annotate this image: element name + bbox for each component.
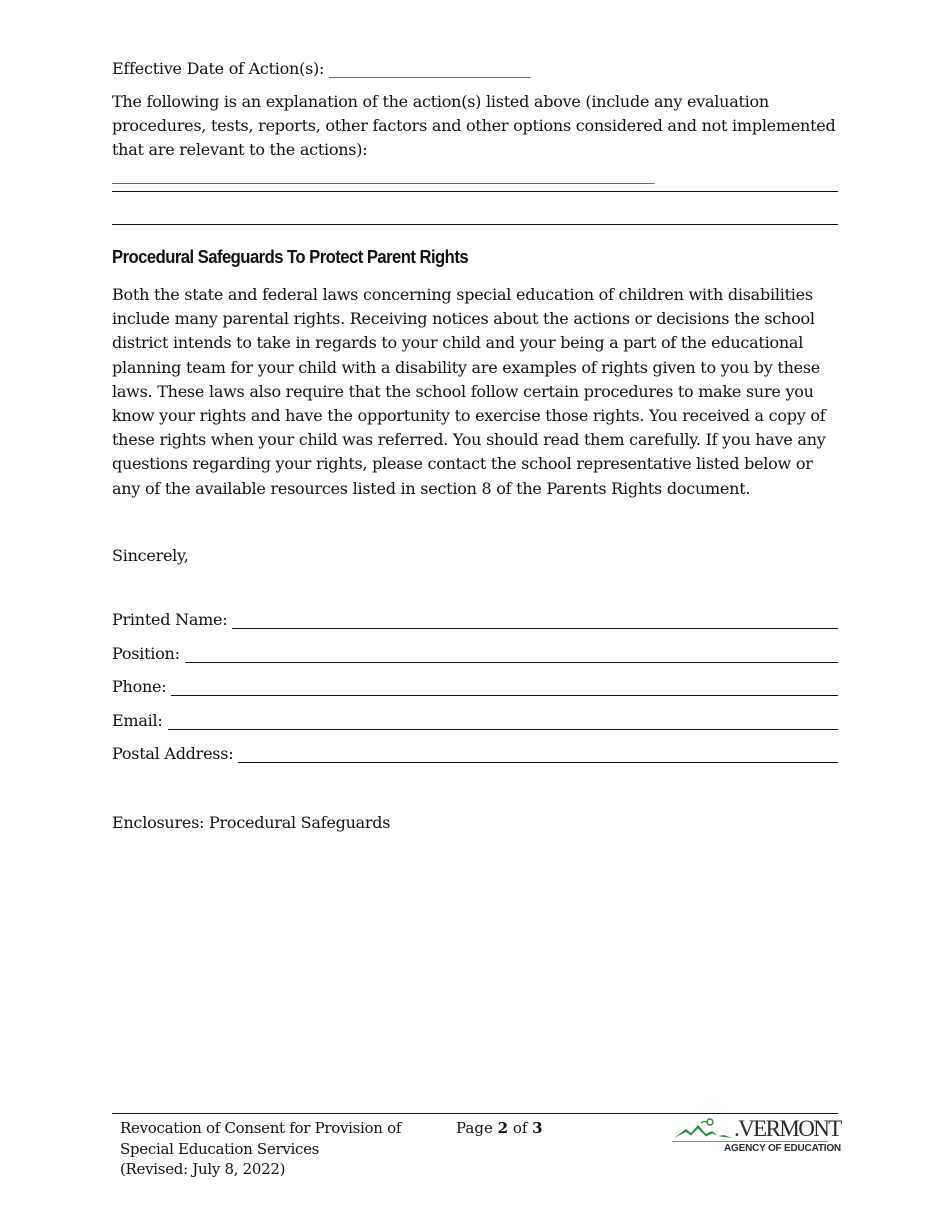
explanation-blank-line-2[interactable] <box>112 191 838 192</box>
page-prefix: Page <box>456 1119 498 1137</box>
printed-name-row <box>112 608 838 632</box>
position-row <box>112 642 838 666</box>
document-page <box>112 0 838 1230</box>
footer-title-line-2: Special Education Services <box>120 1139 320 1158</box>
mountain-icon <box>672 1114 734 1142</box>
position-label: Position: <box>112 643 180 663</box>
printed-name-field[interactable] <box>232 610 838 629</box>
position-field[interactable] <box>185 644 838 663</box>
footer-document-title <box>120 1118 420 1180</box>
page-total: 3 <box>532 1119 543 1137</box>
effective-date-field[interactable]: __________________________ <box>329 59 531 78</box>
phone-field[interactable] <box>171 677 838 696</box>
page-of: of <box>508 1119 533 1137</box>
effective-date-line <box>112 57 531 81</box>
logo-agency-text: AGENCY OF EDUCATION <box>724 1143 841 1154</box>
postal-address-row <box>112 742 838 766</box>
logo-divider <box>672 1141 828 1142</box>
phone-row <box>112 675 838 699</box>
vermont-aoe-logo <box>672 1114 841 1158</box>
logo-vermont-text: .VERMONT <box>734 1116 841 1141</box>
printed-name-label: Printed Name: <box>112 609 228 629</box>
explanation-paragraph <box>112 90 840 187</box>
section-heading: Procedural Safeguards To Protect Parent Rights <box>112 246 469 267</box>
phone-label: Phone: <box>112 676 167 696</box>
effective-date-label: Effective Date of Action(s): <box>112 59 330 78</box>
explanation-blank-line-3[interactable] <box>112 224 838 225</box>
safeguards-paragraph: Both the state and federal laws concerning special education of children with disabilities include many parental rights. Receiving notices about the actions or decisions the school district intends to take in regards to your child and your being a part of the educational planning team for your child with a disability are examples of rights given to you by these laws. These laws also require that the school follow certain procedures to make sure you know your rights and have the opportunity to exercise those rights. You received a copy of these rights when your child was referred. You should read them carefully. If you have any questions regarding your rights, please contact the school representative listed below or any of the available resources listed in section 8 of the Parents Rights document. <box>112 285 826 498</box>
email-field[interactable] <box>168 711 838 730</box>
page-current: 2 <box>497 1119 509 1137</box>
explanation-field[interactable]: ______________________________________________________________________ <box>112 164 655 184</box>
explanation-text: The following is an explanation of the action(s) listed above (include any evaluation procedures, tests, reports, other factors and other options considered and not implemented that are relevant to the actions): <box>112 92 836 160</box>
footer-page-number <box>456 1118 543 1139</box>
footer-title-line-1: Revocation of Consent for Provision of <box>120 1119 402 1137</box>
postal-address-field[interactable] <box>238 744 838 763</box>
footer-revised-date: (Revised: July 8, 2022) <box>120 1160 286 1178</box>
email-row <box>112 709 838 733</box>
email-label: Email: <box>112 710 163 730</box>
enclosures-line: Enclosures: Procedural Safeguards <box>112 813 391 832</box>
closing-sincerely: Sincerely, <box>112 546 189 565</box>
postal-address-label: Postal Address: <box>112 743 234 763</box>
